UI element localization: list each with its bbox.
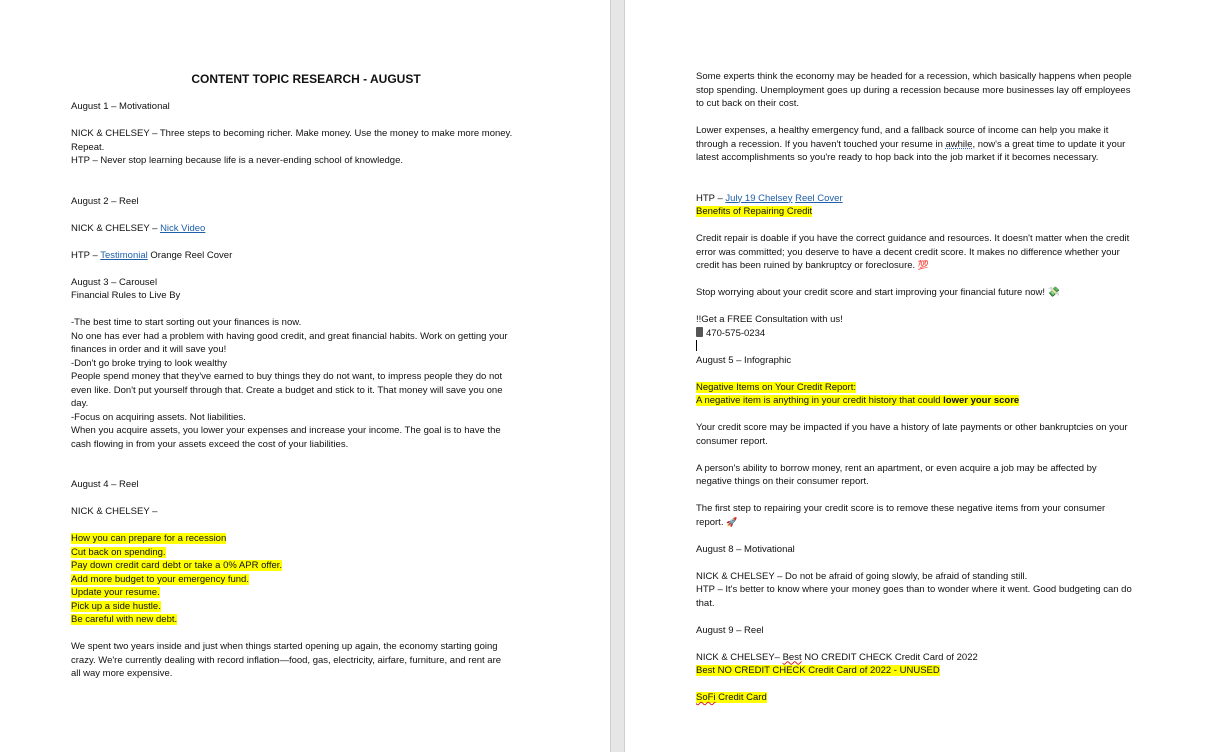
expenses-para-line: Lower expenses, a healthy emergency fund, and a fallback source of income can help you make it — [696, 125, 1109, 136]
august-3-line: finances in order and it will save you! — [71, 344, 227, 355]
credit-card-text: Credit Card — [715, 692, 767, 703]
document-title: CONTENT TOPIC RESEARCH - AUGUST — [191, 72, 421, 86]
awhile-word: awhile — [945, 138, 973, 150]
august-3-heading: August 3 – Carousel — [71, 276, 158, 288]
recession-para-line: Some experts think the economy may be headed for a recession, which basically happens when people — [696, 71, 1132, 82]
august-1-heading: August 1 – Motivational — [71, 101, 170, 112]
august-8-htp: HTP – It's better to know where your money goes than to wonder where it went. Good budgeting can do — [696, 584, 1132, 595]
aug9-nc-prefix: NICK & CHELSEY– — [696, 651, 783, 663]
august-3-line: -Don't go broke trying to look wealthy — [71, 357, 228, 369]
credit-last-text: credit has been ruined by bankruptcy or foreclosure. — [696, 260, 918, 271]
august-4-nick-chelsey: NICK & CHELSEY – — [71, 506, 158, 517]
august-3-line: -Focus on acquiring assets. Not liabilities. — [71, 411, 246, 423]
august-2-heading: August 2 – Reel — [71, 195, 139, 207]
testimonial-link[interactable]: Testimonial — [100, 249, 148, 261]
august-3-line: cash flowing in from your assets exceed the cost of your liabilities. — [71, 438, 349, 450]
august-8-htp-cont: that. — [696, 597, 715, 609]
august-3-line: -The best time to start sorting out your finances is now. — [71, 317, 302, 328]
highlighted-line: Update your resume. — [71, 587, 160, 598]
highlighted-line: Cut back on spending. — [71, 546, 166, 558]
negative-para-line: Your credit score may be impacted if you have a history of late payments or other bankruptcies on your — [696, 422, 1128, 433]
august-2-nick-chelsey — [71, 222, 551, 236]
expenses-para-line: latest accomplishments so you're ready to hop back into the job market if it becomes necessary. — [696, 152, 1099, 163]
negative-items-heading: Negative Items on Your Credit Report: — [696, 381, 857, 393]
august-4-paragraph-line: all way more expensive. — [71, 668, 173, 679]
august-3-line: No one has ever had a problem with having good credit, and great financial habits. Work on getting your — [71, 330, 508, 342]
stop-worrying-line — [696, 286, 1176, 300]
highlighted-line: How you can prepare for a recession — [71, 533, 227, 544]
document-page-right[interactable] — [625, 0, 1231, 752]
highlighted-line: Pick up a side hustle. — [71, 600, 161, 612]
credit-repair-line — [696, 259, 1176, 273]
aug9-nc-suffix: NO CREDIT CHECK Credit Card of 2022 — [801, 651, 978, 663]
august-3-subtitle: Financial Rules to Live By — [71, 290, 181, 301]
mobile-phone-icon — [696, 327, 703, 337]
best-word: Best — [782, 651, 802, 663]
report-text: report. — [696, 516, 727, 528]
reel-cover-link[interactable]: Reel Cover — [795, 192, 843, 204]
august-9-heading: August 9 – Reel — [696, 624, 764, 636]
negative-item-definition — [696, 394, 1176, 408]
stop-worrying-text: Stop worrying about your credit score and start improving your financial future now! — [696, 287, 1048, 298]
negative-def-text: A negative item is anything in your credit history that could — [696, 395, 944, 406]
august-2-htp-suffix: Orange Reel Cover — [147, 249, 233, 261]
august-1-nick-chelsey-cont: Repeat. — [71, 141, 105, 153]
august-4-paragraph-line: crazy. We're currently dealing with record inflation—food, gas, electricity, airfare, furniture, and rent are — [71, 654, 502, 666]
lower-your-score-text: lower your score — [943, 395, 1020, 406]
text-cursor-line — [696, 340, 1176, 354]
august-2-nc-prefix: NICK & CHELSEY – — [71, 222, 161, 234]
benefits-heading: Benefits of Repairing Credit — [696, 206, 813, 217]
august-3-line: even like. Don't put yourself through that. Create a budget and stick to it. That money will save you one — [71, 384, 503, 396]
highlighted-line: Add more budget to your emergency fund. — [71, 573, 249, 585]
negative-para-line: A person's ability to borrow money, rent an apartment, or even acquire a job may be affected by — [696, 462, 1097, 474]
credit-repair-line: error was committed; you deserve to have a decent credit score. It makes no difference whether your — [696, 246, 1120, 258]
august-4-paragraph-line: We spent two years inside and just when things started opening up again, the economy starting going — [71, 641, 498, 652]
sofi-line — [696, 691, 1176, 705]
august-3-line: day. — [71, 398, 89, 409]
august-1-nick-chelsey: NICK & CHELSEY – Three steps to becoming richer. Make money. Use the money to make more money. — [71, 128, 513, 139]
august-5-heading: August 5 – Infographic — [696, 354, 792, 366]
nick-video-link[interactable]: Nick Video — [160, 222, 206, 234]
hundred-points-icon: 💯 — [917, 260, 930, 270]
negative-para-line — [696, 516, 1176, 530]
page-right-content — [696, 70, 1176, 705]
credit-repair-line: Credit repair is doable if you have the correct guidance and resources. It doesn't matter when the credit — [696, 233, 1130, 244]
negative-para-line: The first step to repairing your credit score is to remove these negative items from your consumer — [696, 503, 1106, 514]
august-8-heading: August 8 – Motivational — [696, 543, 795, 555]
august-1-htp: HTP – Never stop learning because life is a never-ending school of knowledge. — [71, 155, 403, 166]
august-3-line: People spend money that they've earned to buy things they do not want, to impress people they do not — [71, 371, 503, 382]
expenses-text-c: , now's a great time to update it your — [972, 138, 1126, 150]
htp-prefix: HTP – — [696, 192, 726, 204]
august-2-htp-prefix: HTP – — [71, 249, 101, 261]
recession-para-line: stop spending. Unemployment goes up during a recession because more businesses lay off employees — [696, 84, 1131, 96]
august-4-heading: August 4 – Reel — [71, 479, 139, 490]
august-8-nick-chelsey: NICK & CHELSEY – Do not be afraid of going slowly, be afraid of standing still. — [696, 570, 1028, 582]
money-wings-icon: 💸 — [1047, 287, 1061, 298]
phone-line — [696, 327, 1176, 341]
consultation-line: !!Get a FREE Consultation with us! — [696, 314, 843, 325]
august-2-htp — [71, 249, 551, 263]
htp-cover-line — [696, 192, 1176, 206]
recession-para-line: to cut back on their cost. — [696, 98, 799, 109]
august-9-highlight: Best NO CREDIT CHECK Credit Card of 2022 - UNUSED — [696, 665, 940, 676]
rocket-icon: 🚀 — [726, 516, 738, 527]
page-left-content — [71, 70, 551, 681]
document-page-left[interactable] — [0, 0, 610, 752]
expenses-text-a: through a recession. If you haven't touched your resume in — [696, 138, 946, 150]
sofi-word: SoFi — [696, 692, 716, 703]
page-gutter — [610, 0, 625, 752]
expenses-para-line — [696, 138, 1176, 152]
negative-para-line: consumer report. — [696, 435, 768, 447]
august-3-line: When you acquire assets, you lower your expenses and increase your income. The goal is to have the — [71, 425, 501, 436]
highlighted-line: Be careful with new debt. — [71, 614, 178, 625]
july-19-chelsey-link[interactable]: July 19 Chelsey — [725, 192, 793, 204]
text-cursor — [696, 340, 697, 351]
negative-para-line: negative things on their consumer report. — [696, 476, 869, 487]
highlighted-line: Pay down credit card debt or take a 0% APR offer. — [71, 560, 283, 571]
august-9-nick-chelsey — [696, 651, 1176, 665]
phone-number: 470-575-0234 — [706, 327, 766, 339]
